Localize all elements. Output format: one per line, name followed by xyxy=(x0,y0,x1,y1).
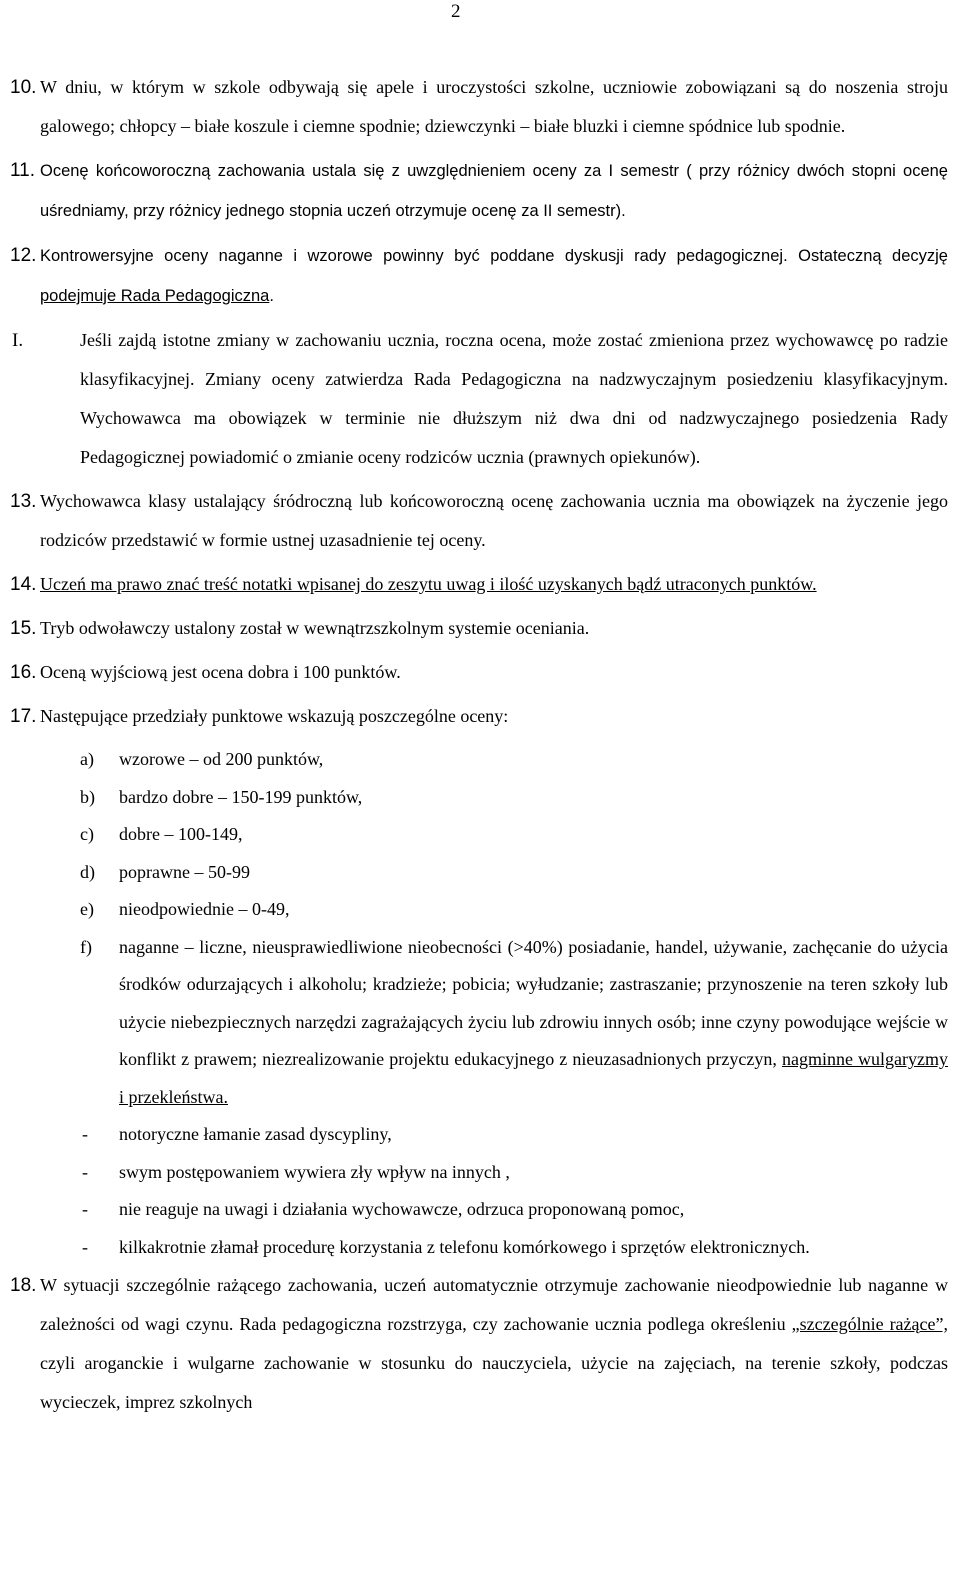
sub-item-e xyxy=(0,891,960,929)
list-item-12 xyxy=(0,236,960,316)
dash-text: notoryczne łamanie zasad dyscypliny, xyxy=(119,1124,392,1144)
dash-marker: - xyxy=(82,1161,88,1182)
dash-text: nie reaguje na uwagi i działania wychowawcze, odrzuca proponowaną pomoc, xyxy=(119,1199,685,1219)
sub-text: poprawne – 50-99 xyxy=(119,861,250,882)
sub-item-b xyxy=(0,779,960,817)
list-item-17 xyxy=(0,697,960,736)
page-number: 2 xyxy=(451,1,461,22)
item-text: Wychowawca klasy ustalający śródroczną lub końcoworoczną ocenę zachowania ucznia ma obowiązek na życzenie jego rodziców przedstawić w formie ustnej uzasadnienie tej oceny. xyxy=(40,491,948,550)
list-item-16 xyxy=(0,653,960,692)
item-number: 18. xyxy=(10,1275,37,1296)
sub-marker: a) xyxy=(80,749,94,769)
dash-item-3 xyxy=(0,1191,960,1229)
list-item-13 xyxy=(0,482,960,560)
item-number: I. xyxy=(12,330,24,351)
item-text: Oceną wyjściową jest ocena dobra i 100 punktów. xyxy=(40,662,401,682)
item-text: Kontrowersyjne oceny naganne i wzorowe powinny być poddane dyskusji rady pedagogicznej. Ostateczną decyzję xyxy=(40,247,948,265)
dash-item-4 xyxy=(0,1229,960,1267)
item-text-end: czyli aroganckie i wulgarne zachowanie w stosunku do nauczyciela, użycie na zajęciach, na terenie szkoły, podczas wycieczek, imprez szkolnych xyxy=(40,1353,948,1412)
item-number: 10. xyxy=(10,77,37,98)
sub-item-a xyxy=(0,741,960,779)
sub-item-c xyxy=(0,816,960,854)
list-item-10 xyxy=(0,68,960,146)
sub-item-d xyxy=(0,854,960,892)
sub-text-underlined: nagminne wulgaryzmy i przekleństwa. xyxy=(119,1049,948,1107)
dash-text: kilkakrotnie złamał procedurę korzystania z telefonu komórkowego i sprzętów elektronicznych. xyxy=(119,1236,810,1257)
item-text: Jeśli zajdą istotne zmiany w zachowaniu ucznia, roczna ocena, może zostać zmieniona przez wychowawcę po radzie klasyfikacyjnej. Zmiany oceny zatwierdza Rada Pedagogiczna na nadzwyczajnym posiedzeniu klasyfikacyjnym. Wychowawca ma obowiązek w terminie nie dłuższym niż dwa dni od nadzwyczajnego posiedzenia Rady Pedagogicznej powiadomić o zmianie oceny rodziców ucznia (prawnych opiekunów). xyxy=(80,330,948,467)
item-text: Uczeń ma prawo znać treść notatki wpisanej do zeszytu uwag i ilość uzyskanych bądź utraconych punktów. xyxy=(40,574,817,594)
list-item-14 xyxy=(0,565,960,604)
item-number: 16. xyxy=(10,662,37,683)
grade-ranges-list xyxy=(0,741,960,1266)
sub-marker: e) xyxy=(80,899,94,919)
list-item-15 xyxy=(0,609,960,648)
dash-marker: - xyxy=(82,1236,88,1257)
item-number: 14. xyxy=(10,574,37,595)
item-text: Następujące przedziały punktowe wskazują poszczególne oceny: xyxy=(40,706,509,726)
document-body xyxy=(0,68,960,1427)
item-text: W dniu, w którym w szkole odbywają się apele i uroczystości szkolne, uczniowie zobowiązani są do noszenia stroju galowego; chłopcy – białe koszule i ciemne spodnie; dziewczynki – białe bluzki i ciemne spódnice lub spodnie. xyxy=(40,77,948,136)
sub-text: bardzo dobre – 150-199 punktów, xyxy=(119,786,363,807)
sub-text: naganne – liczne, nieusprawiedliwione nieobecności (>40%) posiadanie, handel, używanie, zachęcanie do użycia środków odurzających i alkoholu; kradzieże; pobicia; wyłudzanie; zastraszanie; przynoszenie na teren szkoły lub użycie niebezpiecznych narzędzi zagrażających życiu lub zdrowiu innych osób; inne czyny powodujące wejście w konflikt z prawem; niezrealizowanie projektu edukacyjnego z nieuzasadnionych przyczyn, xyxy=(119,936,948,1069)
list-item-11 xyxy=(0,151,960,231)
item-text-underlined: „szczególnie rażące”, xyxy=(791,1314,948,1334)
item-number: 17. xyxy=(10,706,37,727)
item-text: W sytuacji szczególnie rażącego zachowania, uczeń automatycznie otrzymuje zachowanie nieodpowiednie lub naganne w zależności od wagi czynu. Rada pedagogiczna rozstrzyga, czy zachowanie ucznia podlega określeniu xyxy=(40,1275,948,1334)
item-number: 13. xyxy=(10,491,37,512)
sub-text: wzorowe – od 200 punktów, xyxy=(119,749,324,769)
sub-marker: f) xyxy=(80,936,92,957)
sub-marker: b) xyxy=(80,786,95,807)
sub-item-f xyxy=(0,929,960,1117)
sub-text: dobre – 100-149, xyxy=(119,824,243,844)
list-item-18 xyxy=(0,1266,960,1422)
dash-marker: - xyxy=(82,1199,88,1219)
dash-item-1 xyxy=(0,1116,960,1154)
dash-text: swym postępowaniem wywiera zły wpływ na innych , xyxy=(119,1161,510,1182)
item-text: Ocenę końcoworoczną zachowania ustala się z uwzględnieniem oceny za I semestr ( przy różnicy dwóch stopni ocenę uśredniamy, przy różnicy jednego stopnia uczeń otrzymuje ocenę za II semestr). xyxy=(40,162,948,220)
sub-marker: d) xyxy=(80,861,95,882)
list-item-roman-1 xyxy=(0,321,960,477)
item-number: 15. xyxy=(10,618,37,639)
item-text: Tryb odwoławczy ustalony został w wewnątrzszkolnym systemie oceniania. xyxy=(40,618,590,638)
dash-item-2 xyxy=(0,1154,960,1192)
sub-text: nieodpowiednie – 0-49, xyxy=(119,899,290,919)
dash-marker: - xyxy=(82,1124,88,1144)
item-number: 12. xyxy=(10,245,37,266)
item-number: 11. xyxy=(10,160,36,181)
item-text-end: . xyxy=(269,287,274,305)
item-text-underlined: podejmuje Rada Pedagogiczna xyxy=(40,287,270,305)
sub-marker: c) xyxy=(80,824,94,844)
